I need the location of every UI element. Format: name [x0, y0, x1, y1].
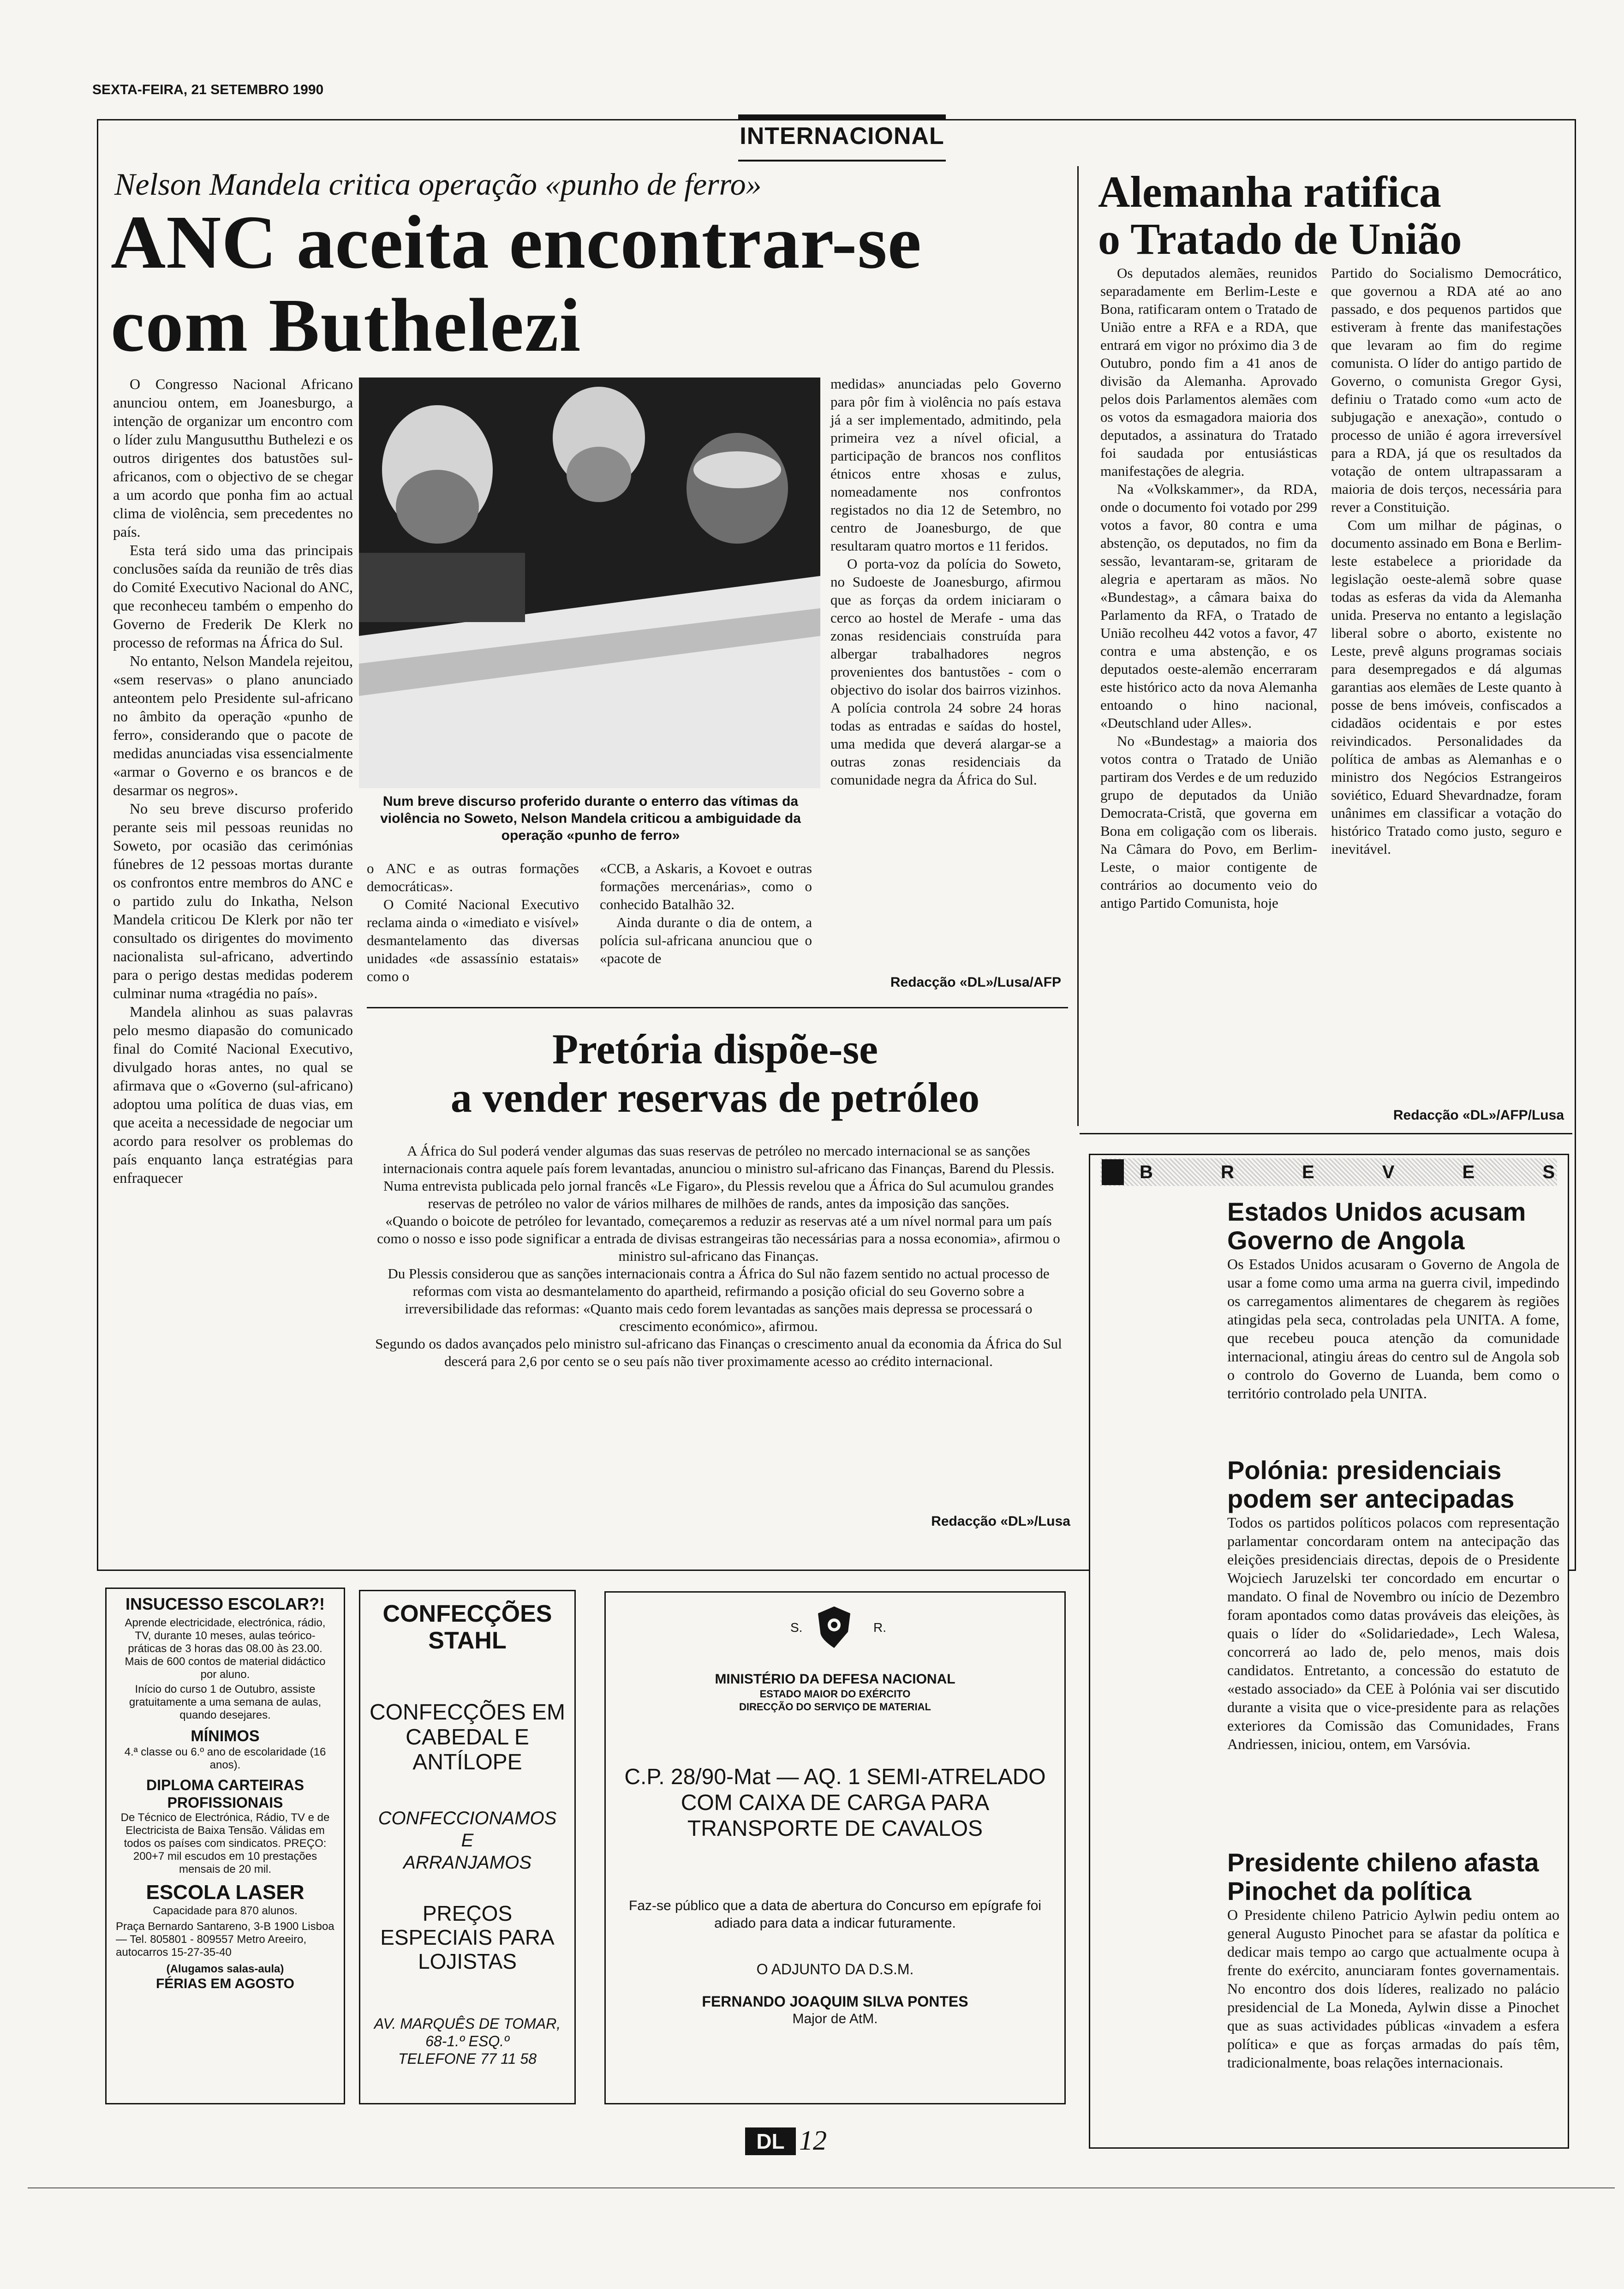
ad-text: DIRECÇÃO DO SERVIÇO DE MATERIAL	[739, 1701, 931, 1713]
paragraph: «CCB, a Askaris, a Kovoet e outras formações mercenárias», como o conhecido Batalhão 32.	[600, 860, 812, 912]
paragraph: No entanto, Nelson Mandela rejeitou, «sem reservas» o plano anunciado anteontem pelo Presidente sul-africano no âmbito da operação «punho de ferro», considerando que o pacote de medidas anunciadas visa essencialmente «armar o Governo e os brancos e de desarmar os negros».	[113, 653, 353, 798]
ad-text: Início do curso 1 de Outubro, assiste gratuitamente a uma semana de aulas, quando desejares.	[129, 1683, 322, 1721]
germany-headline-2: o Tratado de União	[1098, 214, 1462, 264]
ad-confeccoes-stahl	[359, 1590, 576, 2104]
lead-column-3	[600, 859, 812, 967]
ad-text: S.	[790, 1620, 803, 1635]
paragraph: No «Bundestag» a maioria dos votos contra o Tratado de União partiram dos Verdes e de um reduzido grupo de deputados da União Democrata-Cristã, que governa em Bona em coligação com os liberais. Na Câmara do Povo, em Berlim-Leste, o maior contigente de contrários ao documento veio do antigo Partido Comunista, hoje	[1100, 733, 1317, 911]
ad-title: MINISTÉRIO DA DEFESA NACIONAL	[715, 1672, 955, 1687]
breves-letter: E	[1462, 1162, 1475, 1182]
ad-text: FERNANDO JOAQUIM SILVA PONTES	[702, 1993, 968, 2010]
ad-escola-laser	[105, 1588, 345, 2104]
ad-text: 68-1.º ESQ.º	[425, 2033, 509, 2049]
photo-caption: Num breve discurso proferido durante o enterro das vítimas da violência no Soweto, Nelson Mandela criticou a ambiguidade da operação «punho de ferro»	[380, 794, 801, 843]
pretoria-credit: Redacção «DL»/Lusa	[931, 1514, 1070, 1529]
crest-icon	[813, 1604, 855, 1650]
pretoria-body	[371, 1142, 1066, 1370]
lead-kicker: Nelson Mandela critica operação «punho de ferro»	[114, 167, 762, 202]
ad-text: ESTADO MAIOR DO EXÉRCITO	[759, 1688, 911, 1700]
breves-letter: E	[1302, 1162, 1314, 1182]
breves-letter: S	[1542, 1162, 1555, 1182]
paragraph: Na «Volkskammer», da RDA, onde o documento foi votado por 299 votos a favor, 80 contra e uma abstenção, os deputados, no fim da sessão, levantaram-se, gritaram de alegria e apertaram as mãos. No «Bundestag», a câmara baixa do Parlamento da RFA, o Tratado de União recolheu 442 votos a favor, 47 contra e uma abstenção, e os deputados oeste-alemão encerraram este histórico acto da nova Alemanha entoando o hino nacional, «Deutschland uder Alles».	[1100, 481, 1317, 731]
breve-title: Estados Unidos acusam Governo de Angola	[1227, 1197, 1526, 1255]
breve-item	[1227, 1198, 1559, 1402]
ad-title: CONFECÇÕES STAHL	[382, 1600, 552, 1654]
pretoria-headline-1: Pretória dispõe-se	[552, 1025, 878, 1073]
breves-letter: B	[1140, 1162, 1153, 1182]
germany-credit: Redacção «DL»/AFP/Lusa	[1393, 1108, 1564, 1123]
breve-title: Polónia: presidenciais podem ser antecipadas	[1227, 1456, 1515, 1513]
section-rule	[367, 1007, 1068, 1008]
paragraph: Os deputados alemães, reunidos separadamente em Berlim-Leste e Bona, ratificaram ontem o Tratado de União entre a RFA e a RDA, que entrará em vigor no próximo dia 3 de Outubro, pondo fim a 41 anos de divisão da Alemanha. Aprovado pelos dois Parlamentos alemães com os votos da esmagadora maioria dos deputados, a assinatura do Tratado foi saudada por entusiásticas manifestações de alegria.	[1100, 265, 1317, 479]
paragraph: Numa entrevista publicada pelo jornal francês «Le Figaro», du Plessis revelou que a África do Sul acumulou grandes reservas de petróleo no valor de vários milhares de milhões de rands, antes da imposição das sanções.	[383, 1178, 1054, 1211]
paragraph: Segundo os dados avançados pelo ministro sul-africano das Finanças o crescimento anual da economia da África do Sul descerá para 2,6 por cento se o seu país não tiver proximamente acesso ao crédito internacional.	[375, 1336, 1062, 1369]
ad-title: INSUCESSO ESCOLAR?!	[125, 1594, 325, 1613]
lead-column-1	[113, 375, 353, 1538]
paragraph: Com um milhar de páginas, o documento assinado em Bona e Berlim-leste estabelece a prioridade da legislação oeste-alemã sobre quase todas as esferas da vida da Alemanha unida. Preserva no entanto a legislação liberal sobre o aborto, existente no Leste, prevê alguns programas sociais para desempregados e dá algumas garantias aos elemães de Leste quanto à posse de bens imóveis, confiscados a cidadãos ocidentais e por estes reivindicados. Personalidades da política de ambas as Alemanhas e o ministro dos Negócios Estrangeiros soviético, Eduard Shevardnadze, foram unânimes em classificar a votação do histórico Tratado como justo, seguro e inevitável.	[1331, 517, 1562, 857]
breves-square-icon	[1102, 1159, 1124, 1185]
ad-text: Aprende electricidade, electrónica, rádio, TV, durante 10 meses, aulas teórico-práticas de 3 horas das 08.00 às 23.00. Mais de 600 contos de material didáctico por aluno.	[125, 1617, 326, 1681]
ad-text: AV. MARQUÊS DE TOMAR,	[374, 2015, 561, 2032]
ad-text: Praça Bernardo Santareno, 3-B 1900 Lisboa — Tel. 805801 - 809557 Metro Areeiro, autocarros 15-27-35-40	[116, 1920, 334, 1959]
breve-body: O Presidente chileno Patricio Aylwin pediu ontem ao general Augusto Pinochet para se afastar da política e dedicar mais tempo ao cargo que actualmente ocupa à frente do exército, anunciaram fontes governamentais. No encontro dos dois líderes, realizado no palácio presidencial de La Moneda, Aylwin disse a Pinochet que as suas actividades públicas «invadem a esfera política» e que as forças armadas do país têm, tradicionalmente, boas relações internacionais.	[1227, 1906, 1559, 2071]
paragraph: O Congresso Nacional Africano anunciou ontem, em Joanesburgo, a intenção de organizar um encontro com o líder zulu Mangusutthu Buthelezi e os outros dirigentes dos batustões sul-africanos, com o objectivo de se chegar a um acordo que ponha fim ao actual clima de violência, sem precedentes no país.	[113, 376, 353, 540]
paragraph: No seu breve discurso proferido perante seis mil pessoas reunidas no Soweto, por ocasião das cerimónias fúnebres de 12 pessoas mortas durante os confrontos entre membros do ANC e o partido zulu do Inkatha, Nelson Mandela criticou De Klerk por não ter consultado os dirigentes do movimento nacionalista sul-africano, advertindo para o perigo destas medidas poderem culminar numa «tragédia no país».	[113, 800, 353, 1001]
lead-headline-2: com Buthelezi	[111, 283, 582, 367]
lead-column-2	[367, 859, 579, 985]
lead-headline-1: ANC aceita encontrar-se	[111, 200, 922, 284]
lead-column-4	[830, 375, 1061, 789]
paragraph: «Quando o boicote de petróleo for levantado, começaremos a reduzir as reservas até a um nível normal para um país como o nosso e isso pode significar a entrada de divisas estrangeiras tão necessárias para a nossa economia», afirmou o ministro sul-africano das Finanças.	[377, 1213, 1060, 1264]
ad-notice: C.P. 28/90-Mat — AQ. 1 SEMI-ATRELADO COM CAIXA DE CARGA PARA TRANSPORTE DE CAVALOS	[624, 1765, 1046, 1841]
lead-credit: Redacção «DL»/Lusa/AFP	[890, 975, 1061, 990]
paragraph: Ainda durante o dia de ontem, a polícia sul-africana anunciou que o «pacote de	[600, 914, 812, 966]
ad-text: Faz-se público que a data de abertura do Concurso em epígrafe foi adiado para data a indicar futuramente.	[629, 1898, 1041, 1931]
mandela-photo	[359, 378, 820, 788]
paragraph: Mandela alinhou as suas palavras pelo mesmo diapasão do comunicado final do Comité Nacional Executivo, divulgado horas antes, no qual se afirmava que o «Governo (sul-africano) adoptou uma política de duas vias, em que aceita a necessidade de negociar um acordo para resolver os problemas do país enquanto lança estratégias para enfraquecer	[113, 1003, 353, 1186]
ad-text: CONFECÇÕES EM CABEDAL E ANTÍLOPE	[369, 1700, 566, 1774]
ad-subtitle: DIPLOMA CARTEIRAS PROFISSIONAIS	[146, 1777, 304, 1811]
section-label: INTERNACIONAL	[738, 114, 946, 162]
breve-item	[1227, 1456, 1559, 1753]
paragraph: Esta terá sido uma das principais conclusões saída da reunião de três dias do Comité Executivo Nacional do ANC, que reconheceu também o empenho do Governo de Frederik De Klerk no processo de reformas na África do Sul.	[113, 542, 353, 651]
ad-subtitle: MÍNIMOS	[191, 1727, 260, 1745]
paragraph: Du Plessis considerou que as sanções internacionais contra a África do Sul não fazem sentido no actual processo de reformas com vista ao desmantelamento do apartheid, refirmando a posição oficial do seu Governo sobre a irreversibilidade das reformas: «Quanto mais cedo forem levantadas as sanções mais depressa se processará o crescimento económico», afirmou.	[388, 1265, 1050, 1334]
paragraph: A África do Sul poderá vender algumas das suas reservas de petróleo no mercado internacional se as sanções internacionais contra aquele país forem levantadas, anunciou o ministro sul-africano das Finanças, Barend du Plessis.	[382, 1143, 1055, 1176]
paragraph: O porta-voz da polícia do Soweto, no Sudoeste de Joanesburgo, afirmou que as forças da ordem iniciaram o cerco ao hostel de Merafe - uma das zonas residenciais construída para albergar trabalhadores negros provenientes dos bantustões - com o objectivo do isolar dos bairros vizinhos. A polícia controla 24 sobre 24 horas todas as entradas e saídas do hostel, uma medida que deverá alargar-se a outras zonas residenciais da comunidade negra da África do Sul.	[830, 556, 1061, 788]
dateline: SEXTA-FEIRA, 21 SETEMBRO 1990	[92, 82, 324, 97]
section-rule	[1080, 1133, 1572, 1134]
footer-logo: DL	[745, 2127, 796, 2155]
ad-text: Major de AtM.	[792, 2011, 878, 2026]
breves-letter: R	[1220, 1162, 1234, 1182]
ad-text: (Alugamos salas-aula)	[166, 1963, 284, 1975]
paragraph: Partido do Socialismo Democrático, que governou a RDA até ao ano passado, e dos pequenos partidos que estiveram à frente das manifestações que levaram ao fim do regime comunista. O líder do antigo partido de Governo, o comunista Gregor Gysi, definiu o Tratado como «um acto de subjugação e anexação», contudo o processo de união é agora irreversível para a RDA, já que os resultados da votação de ontem ultrapassaram a maioria de dois terços, necessária para rever a Constituição.	[1331, 265, 1562, 515]
ad-ministerio-defesa	[604, 1591, 1066, 2104]
ad-text: PREÇOS ESPECIAIS PARA LOJISTAS	[380, 1901, 555, 1973]
pretoria-headline-2: a vender reservas de petróleo	[450, 1074, 980, 1121]
breve-body: Todos os partidos políticos polacos com representação parlamentar concordaram ontem na antecipação das eleições presidenciais directas, depois de o Presidente Wojciech Jaruzelski ter concordado em encurtar o mandato. O final de Novembro ou início de Dezembro foram apontados como datas prováveis das eleições, às quais o líder do «Solidariedade», Lech Walesa, concorrerá ao lado de, pelo menos, mais dois candidatos. Entretanto, a concessão do estatuto de «estado associado» da CEE à Polónia vai ser discutido durante a visita que o vice-presidente para as relações exteriores da Comissão das Comunidades, Frans Andriessen, iniciou, ontem, em Varsóvia.	[1227, 1514, 1559, 1752]
ad-text: FÉRIAS EM AGOSTO	[155, 1976, 295, 1991]
ad-school: ESCOLA LASER	[146, 1881, 304, 1904]
ad-text: TELEFONE 77 11 58	[398, 2050, 537, 2067]
germany-column-2	[1331, 264, 1562, 858]
breve-item	[1227, 1848, 1559, 2072]
bottom-rule	[28, 2187, 1615, 2188]
breve-body: Os Estados Unidos acusaram o Governo de Angola de usar a fome como uma arma na guerra civil, impedindo os carregamentos alimentares de chegarem às regiões atingidas pela seca, controladas pela UNITA. A fome, que recebeu pouca atenção da comunidade internacional, atingiu áreas do centro sul de Angola sob o controlo do Governo de Luanda, bem como o território controlado pela UNITA.	[1227, 1256, 1559, 1402]
breves-letter: V	[1382, 1162, 1395, 1182]
ad-text: E	[461, 1830, 474, 1851]
ad-text: R.	[873, 1620, 886, 1635]
ad-text: 4.ª classe ou 6.º ano de escolaridade (16 anos).	[124, 1746, 326, 1771]
paragraph: O Comité Nacional Executivo reclama ainda o «imediato e visível» desmantelamento das diversas unidades «de assassínio estatais» como o	[367, 896, 579, 984]
breve-title: Presidente chileno afasta Pinochet da política	[1227, 1848, 1539, 1906]
ad-text: O ADJUNTO DA D.S.M.	[756, 1961, 914, 1977]
ad-text: Capacidade para 870 alunos.	[153, 1905, 298, 1917]
germany-headline-1: Alemanha ratifica	[1098, 167, 1441, 216]
ad-text: CONFECCIONAMOS	[378, 1808, 557, 1828]
paragraph: o ANC e as outras formações democráticas».	[367, 860, 579, 894]
photo-illustration	[359, 378, 820, 788]
page-number: 12	[799, 2125, 827, 2156]
ad-text: ARRANJAMOS	[403, 1852, 531, 1873]
column-rule	[1077, 166, 1079, 1126]
breves-label	[1140, 1159, 1555, 1185]
paragraph: medidas» anunciadas pelo Governo para pôr fim à violência no país estava já a ser implementado, admitindo, pela primeira vez a nível oficial, a participação de brancos nos conflitos étnicos entre xhosas e zulus, nomeadamente nos confrontos registados no dia 12 de Setembro, no centro de Joanesburgo, de que resultaram quatro mortos e 11 feridos.	[830, 376, 1061, 554]
ad-text: De Técnico de Electrónica, Rádio, TV e de Electricista de Baixa Tensão. Válidas em todos os países com sindicatos. PREÇO: 200+7 mil escudos em 10 prestações mensais de 20 mil.	[120, 1811, 330, 1876]
ministry-crest-row	[624, 1602, 1046, 1653]
germany-column-1	[1100, 264, 1317, 912]
